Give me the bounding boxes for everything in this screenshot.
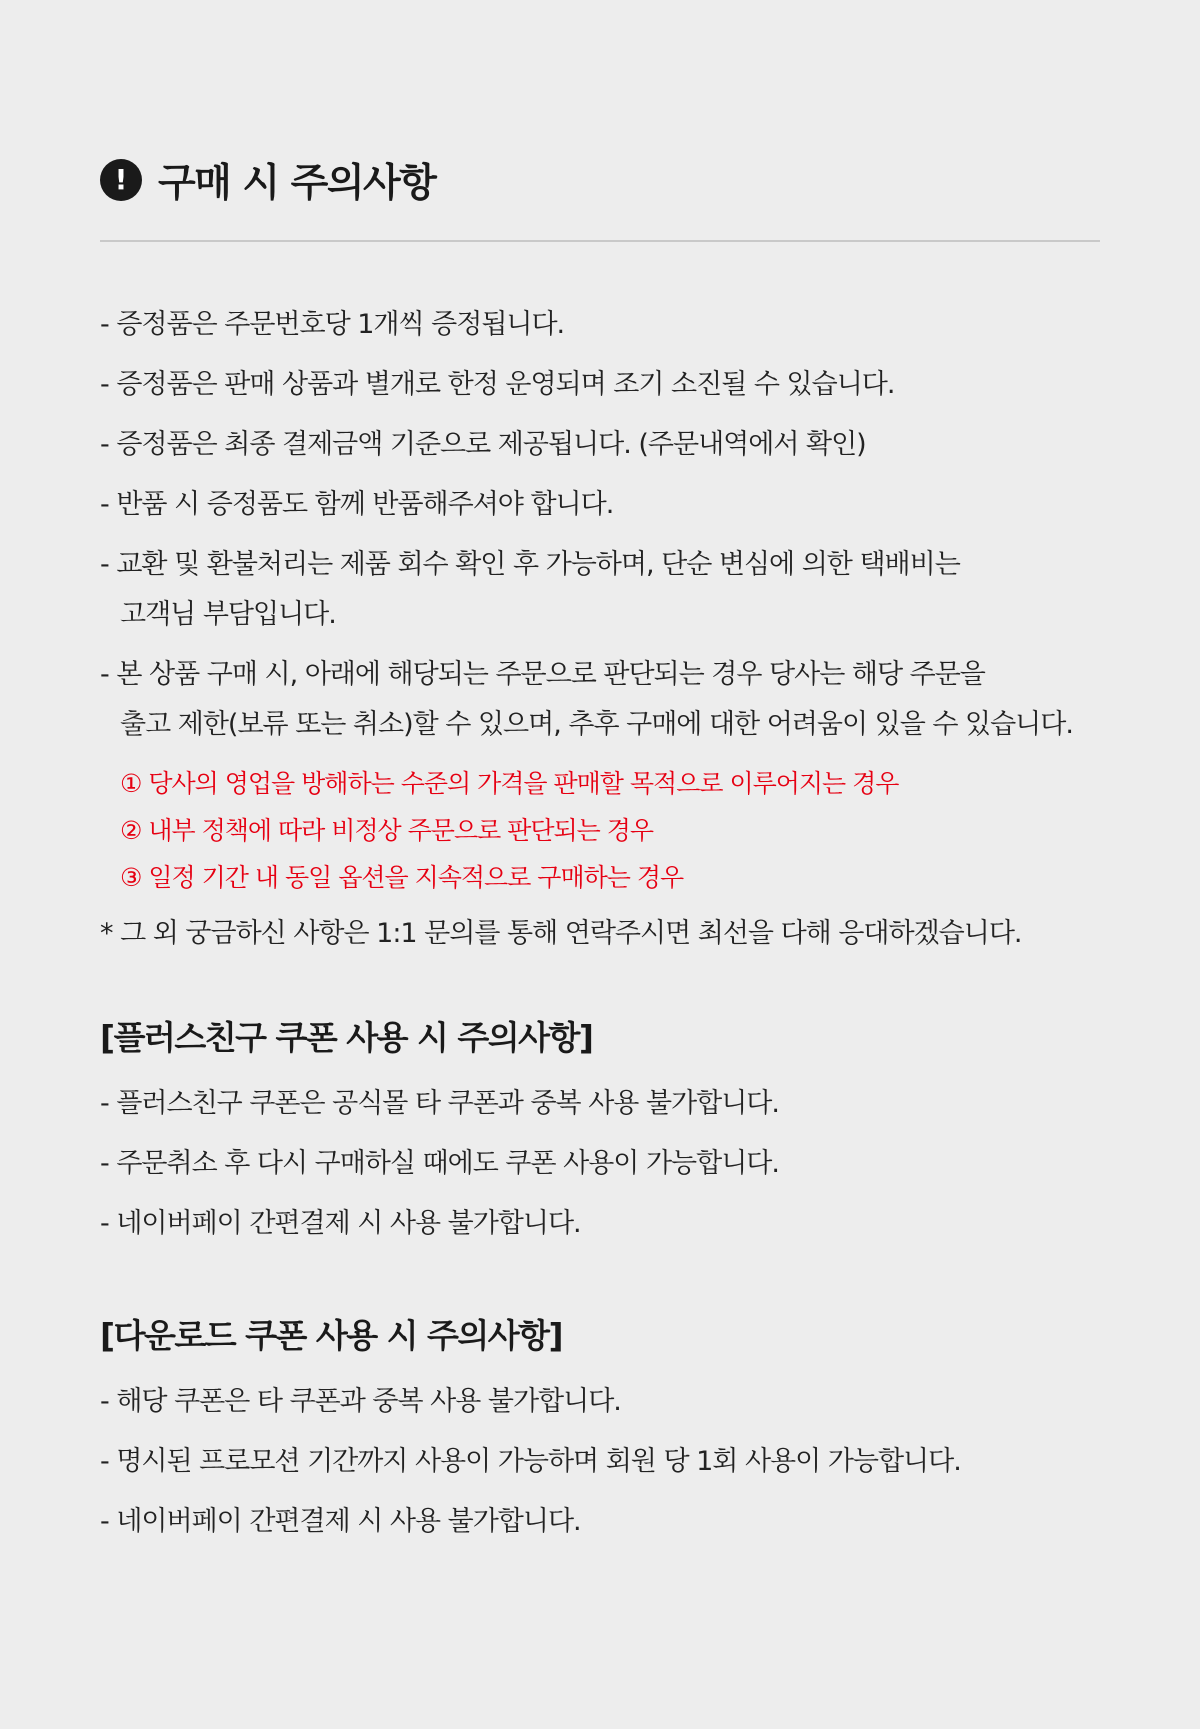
notice-item (100, 360, 1100, 410)
notice-line: - 증정품은 최종 결제금액 기준으로 제공됩니다. (주문내역에서 확인) (100, 429, 866, 460)
notice-line: - 본 상품 구매 시, 아래에 해당되는 주문으로 판단되는 경우 당사는 해당 주문을 (100, 659, 985, 690)
list-item: - 주문취소 후 다시 구매하실 때에도 쿠폰 사용이 가능합니다. (100, 1148, 779, 1179)
restriction-list (100, 760, 1100, 901)
page-title: 구매 시 주의사항 (158, 161, 436, 206)
notice-item (100, 480, 1100, 530)
list-item: - 네이버페이 간편결제 시 사용 불가합니다. (100, 1506, 581, 1537)
notice-item (100, 650, 1100, 750)
restriction-item: ② 내부 정책에 따라 비정상 주문으로 판단되는 경우 (120, 816, 654, 845)
list-item: - 플러스친구 쿠폰은 공식몰 타 쿠폰과 중복 사용 불가합니다. (100, 1088, 779, 1119)
list-item: - 네이버페이 간편결제 시 사용 불가합니다. (100, 1208, 581, 1239)
download-coupon-list (100, 1377, 1100, 1547)
exclamation-circle-icon: ! (100, 159, 142, 201)
notice-line: - 증정품은 주문번호당 1개씩 증정됩니다. (100, 309, 565, 340)
notice-item (100, 300, 1100, 350)
notice-header (100, 154, 1100, 206)
list-item: - 해당 쿠폰은 타 쿠폰과 중복 사용 불가합니다. (100, 1386, 621, 1417)
plus-friend-coupon-list (100, 1079, 1100, 1249)
restriction-item: ③ 일정 기간 내 동일 옵션을 지속적으로 구매하는 경우 (120, 863, 684, 892)
download-coupon-title: [다운로드 쿠폰 사용 시 주의사항] (100, 1316, 563, 1355)
restriction-item: ① 당사의 영업을 방해하는 수준의 가격을 판매할 목적으로 이루어지는 경우 (120, 769, 899, 798)
list-item: - 명시된 프로모션 기간까지 사용이 가능하며 회원 당 1회 사용이 가능합니다. (100, 1446, 961, 1477)
notice-line-continued: 고객님 부담입니다. (120, 599, 336, 630)
notice-line: - 반품 시 증정품도 함께 반품해주셔야 합니다. (100, 489, 614, 520)
notice-list (100, 300, 1100, 959)
plus-friend-coupon-title: [플러스친구 쿠폰 사용 시 주의사항] (100, 1018, 593, 1057)
notice-line: - 교환 및 환불처리는 제품 회수 확인 후 가능하며, 단순 변심에 의한 택배비는 (100, 549, 960, 580)
header-divider (100, 240, 1100, 242)
notice-line-continued: 출고 제한(보류 또는 취소)할 수 있으며, 추후 구매에 대한 어려움이 있을 수 있습니다. (120, 709, 1073, 740)
notice-item (100, 420, 1100, 470)
notice-item (100, 540, 1100, 640)
notice-line: - 증정품은 판매 상품과 별개로 한정 운영되며 조기 소진될 수 있습니다. (100, 369, 895, 400)
inquiry-note: * 그 외 궁금하신 사항은 1:1 문의를 통해 연락주시면 최선을 다해 응대하겠습니다. (100, 918, 1022, 949)
